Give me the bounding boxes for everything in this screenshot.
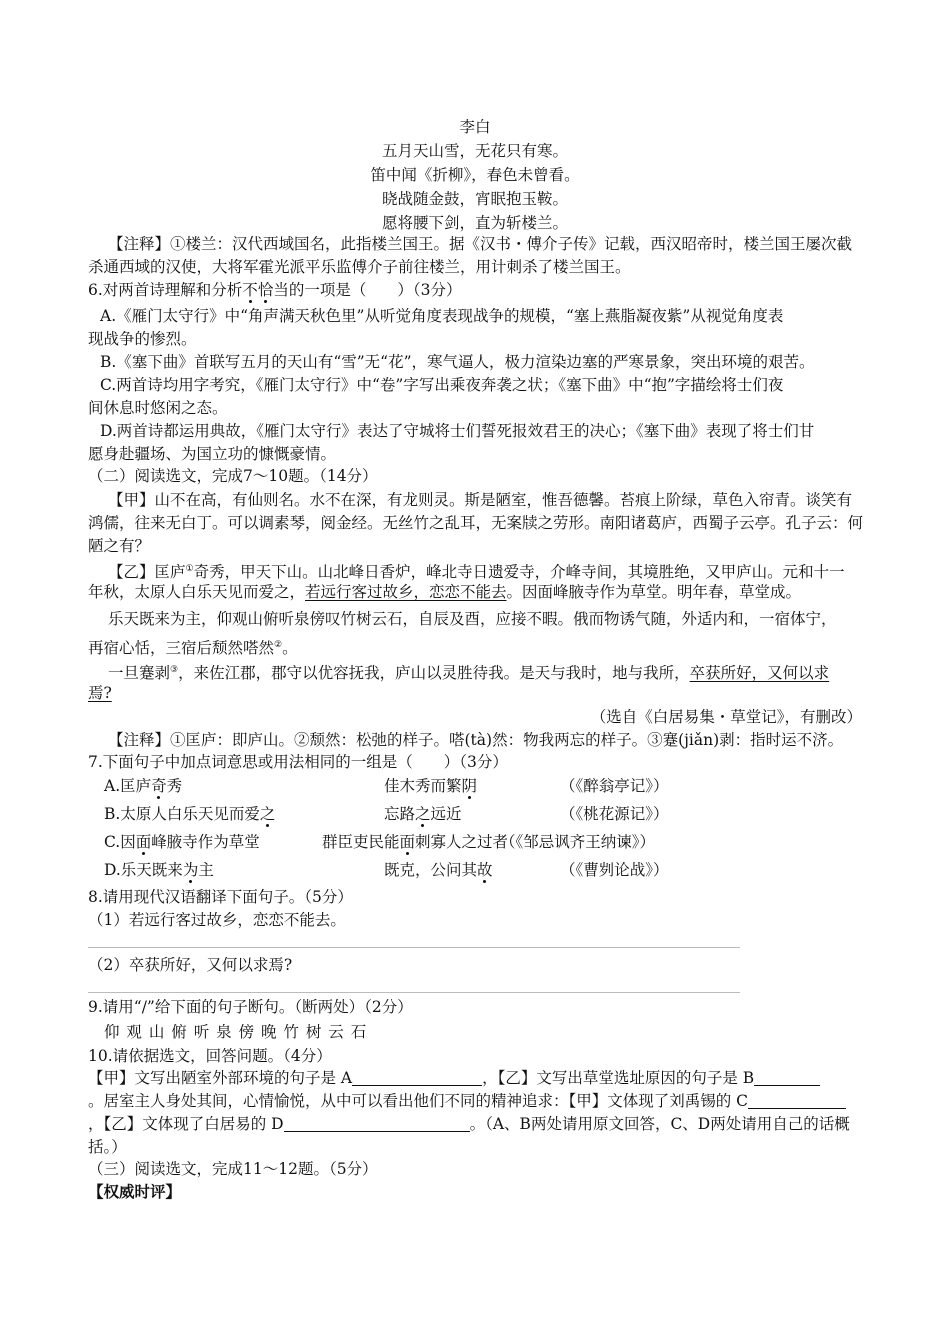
- q9-sentence: 仰 观 山 俯 听 泉 傍 晚 竹 树 云 石: [104, 1023, 367, 1041]
- passage-text: 。因面峰腋寺作为草堂。明年春，草堂成。: [506, 583, 802, 601]
- option-text: A.匡庐: [104, 777, 152, 795]
- option-text: C.因: [104, 833, 136, 851]
- option-text: （《醉翁亭记》）: [560, 777, 669, 795]
- q10-line-1: [88, 1067, 820, 1089]
- q7-option-c-source: [500, 831, 655, 853]
- option-text: （《桃花源记》）: [560, 805, 669, 823]
- option-text: （《邹忌讽齐王纳谏》）: [500, 833, 656, 851]
- passage-source: （选自《白居易集・草堂记》，有删改）: [590, 708, 862, 726]
- section-3-heading: （三）阅读选文，完成11～12题。（5分）: [88, 1160, 378, 1178]
- q10-text: 。居室主人身处其间，心情愉悦，从中可以看出他们不同的精神追求：【甲】文体现了刘禹锡的 C: [88, 1092, 749, 1110]
- section-3-subheading: 【权威时评】: [88, 1182, 182, 1201]
- option-text: 群臣吏民能: [322, 833, 400, 851]
- q6-option-b: B.《塞下曲》首联写五月的天山有“雪”无“花”，寒气逼人，极力渲染边塞的严寒景象，突出环境的艰苦。: [100, 353, 815, 371]
- emphasis-dot-char: 恰: [257, 281, 274, 299]
- passage-yi-line-1: [108, 558, 845, 583]
- poem-author: 李白: [459, 118, 491, 136]
- q6-option-c-line-1: C.两首诗均用字考究，《雁门太守行》中“卷”字写出乘夜奔袭之状；《塞下曲》中“抱”字描绘将士们夜: [100, 376, 784, 394]
- q7-option-c-phrase-2: [322, 831, 508, 853]
- option-text: （《曹刿论战》）: [560, 861, 669, 879]
- q6-stem: [88, 279, 461, 301]
- blank-c-input[interactable]: [748, 1092, 846, 1109]
- emphasis-dot-char: 阴: [461, 777, 478, 795]
- poem-note-line-1: 【注释】①楼兰：汉代西域国名，此指楼兰国王。据《汉书・傅介子传》记载，西汉昭帝时，楼兰国王屡次截: [108, 235, 853, 253]
- passage-jia-line-3: 陋之有？: [88, 537, 151, 555]
- option-text: 主: [198, 861, 214, 879]
- q6-stem-text: 当的一项是（ ）（3分）: [273, 281, 462, 299]
- underlined-sentence: 若远行客过故乡，恋恋不能去: [305, 583, 507, 601]
- passage-text: 。: [282, 639, 298, 658]
- q6-option-a-line-2: 现战争的惨烈。: [88, 330, 197, 348]
- q7-stem: 7.下面句子中加点词意思或用法相同的一组是（ ）（3分）: [88, 753, 508, 771]
- emphasis-dot-char: 面: [399, 833, 416, 851]
- underlined-sentence: 卒获所好，又何以求: [689, 664, 830, 683]
- poem-line-2: 笛中闻《折柳》，春色未曾看。: [370, 166, 580, 184]
- poem-line-4: 愿将腰下剑，直为斩楼兰。: [381, 214, 568, 232]
- poem-note-line-2: 杀通西域的汉使，大将军霍光派平乐监傅介子前往楼兰，用计刺杀了楼兰国王。: [88, 258, 631, 276]
- poem-line-3: 晓战随金鼓，宵眠抱玉鞍。: [381, 190, 568, 208]
- option-text: 既克，公问其: [384, 861, 478, 879]
- q7-option-d-phrase-1: [104, 859, 214, 881]
- section-2-heading: （二）阅读选文，完成7～10题。（14分）: [88, 467, 378, 485]
- underlined-sentence: 焉?: [88, 684, 112, 702]
- q10-line-4: 括。）: [88, 1138, 127, 1156]
- emphasis-dot-char: 之: [415, 805, 431, 823]
- option-text: 忘路: [384, 805, 416, 823]
- q8-stem: 8.请用现代汉语翻译下面句子。（5分）: [88, 888, 353, 906]
- q7-option-c-phrase-1: [104, 831, 260, 853]
- q10-text: 【甲】文写出陋室外部环境的句子是 A: [88, 1069, 353, 1087]
- passage-text: 一旦蹇剥: [108, 664, 171, 683]
- passage-notes: 【注释】①匡庐：即庐山。②颓然：松弛的样子。嗒(tà)然：物我两忘的样子。③蹇(jiǎn)剥：指时运不济。: [108, 731, 844, 749]
- passage-yi-para-2-line-2: [88, 634, 298, 659]
- passage-yi-para-2-line-1: 乐天既来为主，仰观山俯听泉傍叹竹树云石，自辰及酉，应接不暇。俄而物诱气随，外适内和，一宿体宁，: [108, 610, 837, 628]
- emphasis-dot-char: 为: [182, 861, 199, 879]
- q7-option-d-phrase-2: [384, 859, 493, 881]
- passage-text: 年秋，太原人白乐天见而爱之，: [88, 583, 306, 601]
- poem-line-1: 五月天山雪，无花只有寒。: [381, 142, 568, 160]
- emphasis-dot-char: 故: [477, 861, 493, 879]
- footnote-marker: ①: [185, 564, 194, 574]
- blank-a-input[interactable]: [352, 1069, 482, 1086]
- emphasis-dot-char: 面: [135, 833, 152, 851]
- q7-option-a-phrase-1: [104, 775, 182, 797]
- emphasis-dot-char: 之: [259, 805, 276, 823]
- q8-sentence-2: （2）卒获所好，又何以求焉?: [88, 956, 293, 974]
- q10-text: 。（A、B两处请用原文回答，C、D两处请用自己的话概: [469, 1115, 850, 1133]
- option-text: 佳木秀而繁: [384, 777, 462, 795]
- passage-yi-line-2: [88, 581, 801, 603]
- option-text: D.乐天既来: [104, 861, 183, 879]
- footnote-marker: ②: [274, 640, 283, 650]
- blank-d-input[interactable]: [284, 1115, 470, 1132]
- answer-line[interactable]: [88, 947, 740, 948]
- q7-option-a-source: [560, 775, 669, 797]
- q7-option-a-phrase-2: [384, 775, 477, 797]
- blank-b-input[interactable]: [754, 1069, 820, 1086]
- passage-jia-line-2: 鸿儒，往来无白丁。可以调素琴，阅金经。无丝竹之乱耳，无案牍之劳形。南阳诸葛庐，西蜀子云亭。孔子云：何: [88, 514, 864, 532]
- passage-text: 再宿心恬，三宿后颓然嗒然: [88, 639, 275, 658]
- q6-option-d-line-1: D.两首诗都运用典故，《雁门太守行》表达了守城将士们誓死报效君王的决心；《塞下曲》表现了将士们甘: [100, 422, 815, 440]
- q6-option-d-line-2: 愿身赴疆场、为国立功的慷慨豪情。: [88, 445, 337, 463]
- q7-option-b-source: [560, 803, 669, 825]
- passage-text: 【乙】匡庐: [108, 563, 186, 582]
- answer-line[interactable]: [88, 992, 740, 993]
- q8-sentence-1: （1）若远行客过故乡，恋恋不能去。: [88, 911, 346, 929]
- q6-stem-text: 6.对两首诗理解和分析: [88, 281, 243, 299]
- passage-jia-line-1: 【甲】山不在高，有仙则名。水不在深，有龙则灵。斯是陋室，惟吾德馨。苔痕上阶绿，草色入帘青。谈笑有: [108, 491, 853, 509]
- q6-option-c-line-2: 间休息时悠闲之态。: [88, 399, 228, 417]
- q10-text: ，【乙】文写出草堂选址原因的句子是 B: [482, 1069, 755, 1087]
- q9-stem: 9.请用“/”给下面的句子断句。（断两处）（2分）: [88, 998, 413, 1016]
- option-text: B.太原人白乐天见而爱: [104, 805, 260, 823]
- passage-text: 奇秀，甲天下山。山北峰日香炉，峰北寺日遗爱寺，介峰寺间，其境胜绝，又甲庐山。元和十一: [193, 563, 845, 582]
- q10-line-2: [88, 1090, 846, 1112]
- footnote-marker: ③: [170, 665, 179, 675]
- q7-option-b-phrase-1: [104, 803, 275, 825]
- option-text: 远近: [430, 805, 462, 823]
- passage-yi-para-3-line-1: [108, 659, 829, 684]
- q7-option-d-source: [560, 859, 669, 881]
- passage-text: ，来佐江郡，郡守以优容抚我，庐山以灵胜待我。是天与我时，地与我所，: [178, 664, 690, 683]
- emphasis-dot-char: 不: [242, 281, 258, 299]
- option-text: 刺寡人之过者: [415, 833, 509, 851]
- option-text: 峰腋寺作为草堂: [151, 833, 260, 851]
- passage-yi-para-3-line-2: [88, 682, 112, 704]
- option-text: 秀: [166, 777, 183, 795]
- q10-line-3: [88, 1113, 850, 1135]
- q10-text: ，【乙】文体现了白居易的 D: [88, 1115, 284, 1133]
- emphasis-dot-char: 奇: [151, 777, 167, 795]
- q7-option-b-phrase-2: [384, 803, 462, 825]
- q6-option-a-line-1: A.《雁门太守行》中“角声满天秋色里”从听觉角度表现战争的规模，“塞上燕脂凝夜紫”从视觉角度表: [100, 307, 784, 325]
- q10-stem: 10.请依据选文，回答问题。（4分）: [88, 1047, 332, 1065]
